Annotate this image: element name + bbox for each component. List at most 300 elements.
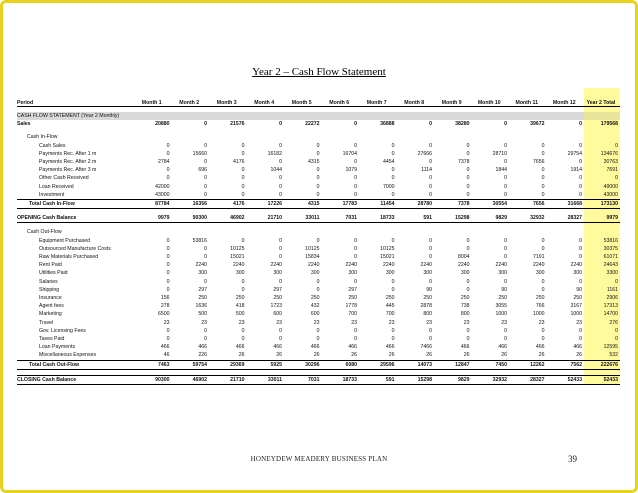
month-header: Month 8 xyxy=(397,88,435,107)
inflow-row xyxy=(17,158,620,166)
value-cell: 0 xyxy=(354,336,357,343)
outflow-row xyxy=(17,294,620,302)
value-cell xyxy=(509,133,547,141)
value-cell: 6080 xyxy=(322,360,360,369)
value-cell: 32932 xyxy=(472,375,510,384)
value-cell: 0 xyxy=(466,237,470,244)
value-cell: 90 xyxy=(501,286,507,293)
value-cell: 0 xyxy=(241,336,245,343)
value-cell: 0 xyxy=(579,237,582,244)
value-cell: 9829 xyxy=(434,375,472,384)
value-cell: 10125 xyxy=(305,245,320,252)
value-cell: 21576 xyxy=(230,121,245,128)
value-cell: 0 xyxy=(316,167,320,174)
value-cell: 0 xyxy=(316,150,320,157)
value-cell xyxy=(397,133,435,141)
value-cell: 500 xyxy=(198,311,207,318)
value-cell: 7463 xyxy=(134,360,172,369)
value-cell xyxy=(472,228,510,236)
value-cell: 10125 xyxy=(380,245,395,252)
year-total-cell: 0 xyxy=(584,335,620,343)
value-cell: 591 xyxy=(397,214,435,223)
value-cell: 26 xyxy=(388,352,395,359)
value-cell: 250 xyxy=(498,295,507,302)
value-cell: 4454 xyxy=(382,159,395,166)
value-cell: 0 xyxy=(166,327,170,334)
value-cell: 0 xyxy=(166,245,170,252)
value-cell: 300 xyxy=(535,270,545,277)
value-cell: 2240 xyxy=(195,262,207,269)
value-cell: 14073 xyxy=(397,360,435,369)
value-cell: 0 xyxy=(204,175,207,182)
cash-inflow-heading xyxy=(17,133,620,141)
value-cell: 7031 xyxy=(322,214,360,223)
year-total-cell: 17313 xyxy=(584,302,620,310)
value-cell: 30554 xyxy=(472,200,510,209)
year-total-cell: 52433 xyxy=(584,375,620,384)
value-cell: 21710 xyxy=(247,214,285,223)
value-cell: 0 xyxy=(354,245,357,252)
inflow-row xyxy=(17,166,620,174)
value-cell: 766 xyxy=(535,303,545,310)
outflow-row xyxy=(17,286,620,294)
value-cell: 21710 xyxy=(209,375,247,384)
value-cell: 3055 xyxy=(495,303,507,310)
inflow-row xyxy=(17,142,620,150)
year-total-cell: 30375 xyxy=(584,245,620,253)
value-cell: 250 xyxy=(385,295,395,302)
value-cell: 250 xyxy=(460,295,470,302)
value-cell: 26 xyxy=(576,352,582,359)
value-cell: 800 xyxy=(460,311,470,318)
value-cell: 52433 xyxy=(547,375,585,384)
row-label: Shipping xyxy=(39,286,60,293)
value-cell: 2784 xyxy=(157,159,170,166)
value-cell: 7031 xyxy=(284,375,322,384)
outflow-row xyxy=(17,351,620,360)
value-cell: 0 xyxy=(316,327,320,334)
value-cell: 23 xyxy=(426,319,432,326)
value-cell: 0 xyxy=(504,327,507,334)
value-cell: 0 xyxy=(429,191,432,198)
value-cell: 46 xyxy=(163,352,170,359)
month-header: Month 11 xyxy=(509,88,547,107)
value-cell: 0 xyxy=(579,336,582,343)
value-cell: 0 xyxy=(579,159,582,166)
value-cell: 0 xyxy=(541,237,545,244)
value-cell: 0 xyxy=(316,191,320,198)
sales-row xyxy=(17,120,620,128)
value-cell: 15834 xyxy=(305,254,320,261)
value-cell: 0 xyxy=(279,175,282,182)
total-inflow-row xyxy=(17,200,620,209)
value-cell: 466 xyxy=(498,344,507,351)
value-cell: 18733 xyxy=(322,375,360,384)
value-cell: 0 xyxy=(354,254,357,261)
value-cell: 23 xyxy=(163,319,170,326)
value-cell: 4176 xyxy=(209,200,247,209)
value-cell: 23 xyxy=(463,319,470,326)
value-cell: 0 xyxy=(466,150,470,157)
value-cell: 7562 xyxy=(547,360,585,369)
table-body xyxy=(17,107,620,385)
value-cell: 26 xyxy=(538,352,545,359)
value-cell: 0 xyxy=(429,278,432,285)
year-total-cell: 12595 xyxy=(584,343,620,351)
value-cell: 0 xyxy=(354,159,357,166)
value-cell: 0 xyxy=(504,278,507,285)
value-cell: 1778 xyxy=(345,303,357,310)
value-cell: 0 xyxy=(354,121,357,128)
year-total-cell: 14700 xyxy=(584,310,620,318)
value-cell: 26 xyxy=(501,352,507,359)
value-cell: 0 xyxy=(166,270,170,277)
cash-outflow-heading xyxy=(17,228,620,236)
value-cell: 90300 xyxy=(172,214,210,223)
value-cell xyxy=(434,133,472,141)
value-cell: 466 xyxy=(273,344,282,351)
value-cell: 0 xyxy=(541,336,545,343)
value-cell: 23 xyxy=(388,319,395,326)
value-cell xyxy=(322,228,360,236)
value-cell: 2240 xyxy=(570,262,582,269)
value-cell: 0 xyxy=(316,175,320,182)
value-cell: 0 xyxy=(279,121,282,128)
outflow-row xyxy=(17,327,620,335)
value-cell: 0 xyxy=(504,183,507,190)
value-cell: 26 xyxy=(313,352,320,359)
value-cell: 2240 xyxy=(345,262,357,269)
value-cell: 466 xyxy=(310,344,320,351)
value-cell: 0 xyxy=(541,142,545,149)
outflow-row xyxy=(17,237,620,245)
value-cell: 0 xyxy=(241,175,245,182)
section-band xyxy=(17,112,620,120)
value-cell: 0 xyxy=(579,327,582,334)
value-cell: 43000 xyxy=(155,191,170,198)
value-cell: 0 xyxy=(466,278,470,285)
value-cell: 0 xyxy=(391,167,395,174)
value-cell xyxy=(209,133,247,141)
value-cell: 5925 xyxy=(247,360,285,369)
value-cell: 278 xyxy=(160,303,170,310)
value-cell: 46902 xyxy=(209,214,247,223)
value-cell: 0 xyxy=(504,175,507,182)
value-cell: 26 xyxy=(238,352,245,359)
value-cell: 7000 xyxy=(382,183,395,190)
value-cell: 700 xyxy=(385,311,395,318)
month-header: Month 2 xyxy=(172,88,210,107)
row-label: Payments Rec. After 3 m xyxy=(39,167,97,174)
value-cell: 0 xyxy=(279,142,282,149)
row-label: Agent fees xyxy=(39,303,64,310)
value-cell: 2240 xyxy=(495,262,507,269)
value-cell: 300 xyxy=(573,270,582,277)
value-cell: 15298 xyxy=(434,214,472,223)
year-total-cell: 0 xyxy=(584,142,620,150)
value-cell: 9829 xyxy=(472,214,510,223)
month-header: Month 10 xyxy=(472,88,510,107)
value-cell: 0 xyxy=(466,183,470,190)
value-cell: 600 xyxy=(273,311,282,318)
value-cell xyxy=(359,228,397,236)
year-total-cell: 49000 xyxy=(584,183,620,191)
value-cell: 29596 xyxy=(359,360,397,369)
value-cell: 0 xyxy=(166,142,170,149)
row-label: Loan Payments xyxy=(39,344,76,351)
value-cell: 15021 xyxy=(230,254,245,261)
value-cell: 0 xyxy=(279,159,282,166)
value-cell: 250 xyxy=(535,295,545,302)
value-cell: 0 xyxy=(429,121,432,128)
footer-text: HONEYDEW MEADERY BUSINESS PLAN xyxy=(250,455,388,463)
value-cell: 18733 xyxy=(359,214,397,223)
value-cell: 28327 xyxy=(509,375,547,384)
row-label: Cash In-Flow xyxy=(27,134,58,141)
value-cell: 300 xyxy=(498,270,507,277)
row-label: Insurance xyxy=(39,295,62,302)
value-cell: 23 xyxy=(201,319,207,326)
row-label: Cash Out-Flow xyxy=(27,229,62,236)
value-cell: 0 xyxy=(391,286,395,293)
value-cell: 0 xyxy=(541,183,545,190)
year-total-cell: 61071 xyxy=(584,253,620,261)
value-cell: 0 xyxy=(391,336,395,343)
row-label: Equipment Purchased xyxy=(39,237,91,244)
value-cell: 0 xyxy=(579,183,582,190)
value-cell: 0 xyxy=(429,183,432,190)
outflow-row xyxy=(17,269,620,277)
row-label: Raw Materials Purchased xyxy=(39,254,99,261)
value-cell xyxy=(397,228,435,236)
value-cell: 0 xyxy=(391,191,395,198)
year-total-cell: 2906 xyxy=(584,294,620,302)
outflow-row xyxy=(17,245,620,253)
value-cell xyxy=(547,133,585,141)
value-cell: 300 xyxy=(273,270,282,277)
value-cell: 738 xyxy=(460,303,470,310)
value-cell: 466 xyxy=(348,344,357,351)
value-cell: 0 xyxy=(166,336,170,343)
value-cell: 7378 xyxy=(434,200,472,209)
row-label: Travel xyxy=(39,319,54,326)
year-total-cell: 43000 xyxy=(584,191,620,200)
value-cell: 466 xyxy=(460,344,470,351)
value-cell: 23 xyxy=(501,319,507,326)
value-cell xyxy=(284,228,322,236)
value-cell: 250 xyxy=(573,295,582,302)
value-cell: 0 xyxy=(579,245,582,252)
value-cell: 1723 xyxy=(270,303,282,310)
value-cell: 466 xyxy=(535,344,545,351)
value-cell: 0 xyxy=(166,237,170,244)
value-cell: 0 xyxy=(504,142,507,149)
value-cell: 591 xyxy=(359,375,397,384)
page-title: Year 2 – Cash Flow Statement xyxy=(252,66,386,78)
value-cell: 0 xyxy=(504,336,507,343)
value-cell: 297 xyxy=(198,286,207,293)
year-total-cell: 222676 xyxy=(584,360,620,369)
value-cell: 0 xyxy=(316,183,320,190)
value-cell: 4315 xyxy=(307,159,320,166)
row-label: CLOSING Cash Balance xyxy=(17,375,134,384)
value-cell: 250 xyxy=(273,295,282,302)
value-cell: 0 xyxy=(166,175,170,182)
value-cell: 0 xyxy=(466,327,470,334)
inflow-row xyxy=(17,174,620,182)
period-header: Period xyxy=(17,88,134,107)
value-cell: 0 xyxy=(541,278,545,285)
value-cell: 28780 xyxy=(397,200,435,209)
header-row xyxy=(17,88,620,107)
value-cell: 1914 xyxy=(570,167,582,174)
value-cell: 2240 xyxy=(457,262,470,269)
value-cell: 15660 xyxy=(192,150,207,157)
value-cell: 2240 xyxy=(307,262,320,269)
value-cell xyxy=(172,133,210,141)
value-cell: 33011 xyxy=(284,214,322,223)
value-cell: 300 xyxy=(348,270,357,277)
value-cell: 0 xyxy=(466,175,470,182)
year-total-cell: 173130 xyxy=(584,200,620,209)
year-total-cell: 276 xyxy=(584,319,620,327)
value-cell: 0 xyxy=(504,121,507,128)
value-cell: 0 xyxy=(541,286,545,293)
value-cell: 418 xyxy=(235,303,245,310)
value-cell: 4315 xyxy=(284,200,322,209)
row-label: Other Cash Received xyxy=(39,175,89,182)
value-cell xyxy=(284,133,322,141)
value-cell: 0 xyxy=(316,278,320,285)
row-label: Rent Paid xyxy=(39,262,62,269)
value-cell: 297 xyxy=(273,286,282,293)
value-cell: 17226 xyxy=(247,200,285,209)
value-cell: 0 xyxy=(466,336,470,343)
value-cell xyxy=(472,133,510,141)
outflow-row xyxy=(17,302,620,310)
value-cell xyxy=(509,228,547,236)
value-cell: 0 xyxy=(316,336,320,343)
value-cell: 12847 xyxy=(434,360,472,369)
value-cell: 31668 xyxy=(547,200,585,209)
value-cell: 500 xyxy=(235,311,245,318)
value-cell: 3167 xyxy=(570,303,582,310)
section-label: CASH FLOW STATEMENT (Year 2 Monthly) xyxy=(17,112,584,120)
value-cell: 29369 xyxy=(209,360,247,369)
value-cell: 250 xyxy=(235,295,245,302)
year-total-cell: 0 xyxy=(584,278,620,286)
value-cell: 300 xyxy=(235,270,245,277)
value-cell: 7466 xyxy=(420,344,432,351)
value-cell: 0 xyxy=(354,183,357,190)
value-cell: 300 xyxy=(460,270,470,277)
value-cell: 0 xyxy=(279,191,282,198)
value-cell: 23 xyxy=(276,319,282,326)
value-cell: 0 xyxy=(391,327,395,334)
outflow-row xyxy=(17,310,620,318)
inflow-row xyxy=(17,191,620,200)
value-cell: 1636 xyxy=(195,303,207,310)
value-cell: 226 xyxy=(198,352,207,359)
value-cell: 1000 xyxy=(570,311,582,318)
outflow-row xyxy=(17,261,620,269)
value-cell: 300 xyxy=(310,270,320,277)
value-cell: 7656 xyxy=(532,159,545,166)
value-cell: 0 xyxy=(241,191,245,198)
value-cell: 0 xyxy=(241,142,245,149)
value-cell: 0 xyxy=(391,142,395,149)
year-total-cell: 30763 xyxy=(584,158,620,166)
value-cell: 16704 xyxy=(342,150,357,157)
month-header: Month 4 xyxy=(247,88,285,107)
value-cell: 0 xyxy=(279,327,282,334)
value-cell: 0 xyxy=(504,191,507,198)
value-cell: 7378 xyxy=(457,159,470,166)
value-cell: 0 xyxy=(466,286,470,293)
value-cell: 28710 xyxy=(492,150,507,157)
value-cell: 0 xyxy=(579,278,582,285)
value-cell: 0 xyxy=(166,167,170,174)
value-cell: 59754 xyxy=(172,360,210,369)
value-cell: 22272 xyxy=(305,121,320,128)
month-header: Month 3 xyxy=(209,88,247,107)
value-cell: 2878 xyxy=(420,303,432,310)
value-cell: 7450 xyxy=(472,360,510,369)
value-cell: 466 xyxy=(235,344,245,351)
value-cell: 87784 xyxy=(134,200,172,209)
value-cell: 0 xyxy=(166,278,170,285)
total-outflow-row xyxy=(17,360,620,369)
value-cell: 46902 xyxy=(172,375,210,384)
value-cell xyxy=(209,228,247,236)
outflow-row xyxy=(17,343,620,351)
row-label: Payments Rec. After 1 m xyxy=(39,150,97,157)
value-cell: 1044 xyxy=(270,167,282,174)
value-cell: 26 xyxy=(351,352,357,359)
value-cell: 1114 xyxy=(421,167,432,174)
value-cell: 0 xyxy=(279,336,282,343)
value-cell: 0 xyxy=(391,237,395,244)
year-total-cell xyxy=(584,228,620,236)
value-cell: 0 xyxy=(354,327,357,334)
value-cell: 15298 xyxy=(397,375,435,384)
row-label: Loan Received xyxy=(39,183,74,190)
value-cell xyxy=(247,228,285,236)
cash-flow-table xyxy=(17,88,620,385)
value-cell: 0 xyxy=(241,183,245,190)
value-cell: 800 xyxy=(423,311,432,318)
month-header: Month 5 xyxy=(284,88,322,107)
value-cell xyxy=(134,228,172,236)
row-label: Investment xyxy=(39,191,65,198)
value-cell: 0 xyxy=(204,254,207,261)
value-cell: 2240 xyxy=(420,262,432,269)
value-cell: 0 xyxy=(541,245,545,252)
value-cell: 0 xyxy=(541,167,545,174)
value-cell xyxy=(359,133,397,141)
value-cell: 23 xyxy=(351,319,357,326)
value-cell: 0 xyxy=(466,142,470,149)
value-cell: 0 xyxy=(316,286,320,293)
row-label: Outsourced Manufacture Costs xyxy=(39,245,111,252)
value-cell: 0 xyxy=(241,278,245,285)
row-label: Total Cash In-Flow xyxy=(17,200,134,209)
row-label: Gov. Licensing Fees xyxy=(39,327,86,334)
value-cell: 1844 xyxy=(495,167,507,174)
year-total-cell xyxy=(584,133,620,141)
value-cell: 0 xyxy=(429,327,432,334)
year-total-cell: 0 xyxy=(584,327,620,335)
